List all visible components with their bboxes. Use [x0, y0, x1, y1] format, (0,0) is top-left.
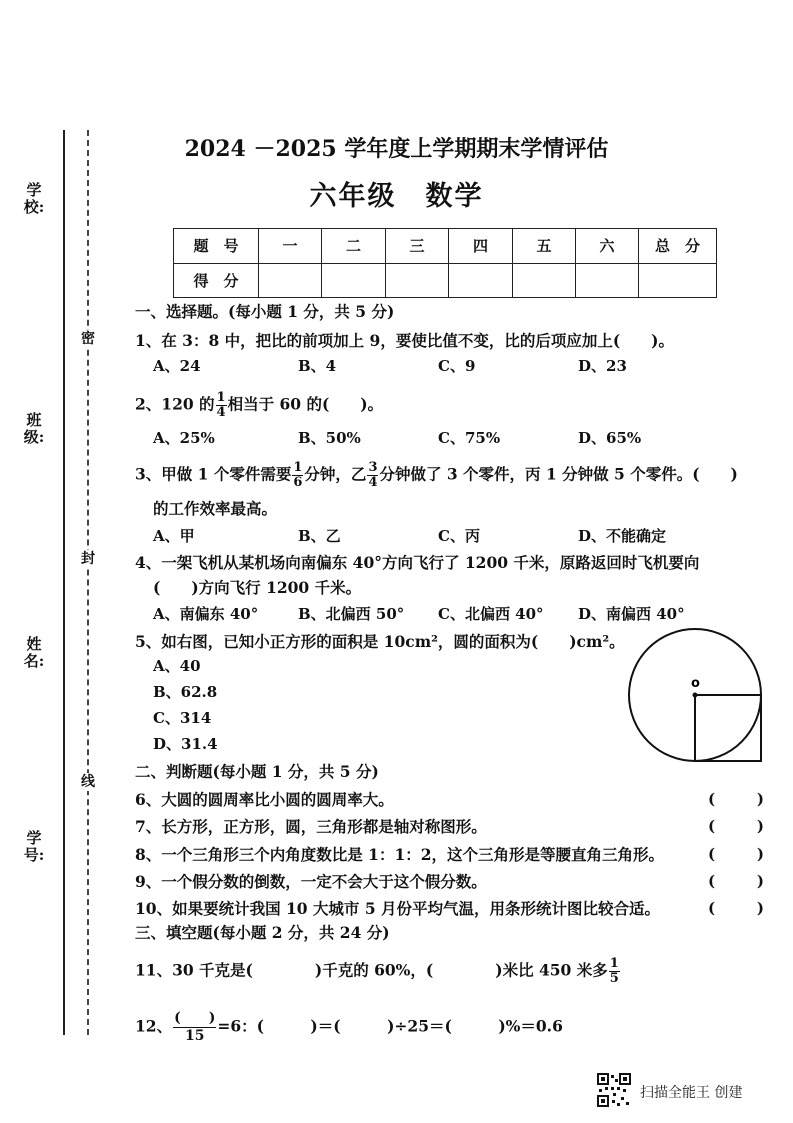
- paren-open: (: [708, 872, 716, 890]
- q3-option-a: A、甲: [153, 527, 195, 545]
- q12-prefix: 12、: [135, 1016, 173, 1036]
- q3-option-b: B、乙: [298, 527, 341, 545]
- seal-char-feng: 封: [81, 551, 95, 567]
- question-1: 1、在 3：8 中，把比的前项加上 9，要使比值不变，比的后项应加上( )。: [135, 331, 674, 350]
- table-cell: 四: [449, 229, 513, 264]
- q11-fraction: [609, 957, 620, 986]
- q5-option-d: D、31.4: [153, 735, 218, 753]
- q2-option-d: D、65%: [578, 429, 642, 447]
- score-cell[interactable]: [639, 263, 717, 298]
- score-table: [173, 228, 717, 298]
- table-cell: 题 号: [174, 229, 259, 264]
- paren-close: ): [756, 817, 764, 835]
- answer-parens[interactable]: [708, 872, 764, 890]
- seal-char-xian: 线: [81, 774, 95, 790]
- qr-code-icon: [597, 1073, 631, 1107]
- q12-text: =6：( )＝( )÷25＝( )%＝0.6: [217, 1016, 563, 1036]
- q1-option-d: D、23: [578, 357, 627, 375]
- score-cell[interactable]: [322, 263, 386, 298]
- paren-open: (: [708, 817, 716, 835]
- school-label: 学校:: [23, 181, 45, 216]
- q11-text: 11、30 千克是( )千克的 60%，( )米比 450 米多: [135, 960, 608, 980]
- q3-option-c: C、丙: [438, 527, 480, 545]
- fraction-numerator: 1: [216, 390, 226, 405]
- question-4-line2: ( )方向飞行 1200 千米。: [153, 578, 362, 597]
- paren-close: ): [756, 899, 764, 917]
- paren-open: (: [708, 899, 716, 917]
- q2-option-a: A、25%: [153, 429, 215, 447]
- answer-parens[interactable]: [708, 817, 764, 835]
- q3-part3: 分钟做了 3 个零件，丙 1 分钟做 5 个零件。( ): [379, 464, 738, 484]
- section1-heading: 一、选择题。(每小题 1 分，共 5 分): [135, 302, 395, 321]
- fraction-denominator: 4: [216, 405, 226, 420]
- class-label: 班级:: [23, 411, 45, 446]
- table-cell: 六: [576, 229, 639, 264]
- q2-option-c: C、75%: [438, 429, 501, 447]
- answer-parens[interactable]: [708, 845, 764, 863]
- fraction-numerator: 1: [609, 956, 619, 971]
- judge-item-8: 8、一个三角形三个内角度数比是 1：1：2，这个三角形是等腰直角三角形。: [135, 845, 665, 864]
- exam-subtitle: 六年级 数学: [309, 181, 484, 212]
- section3-heading: 三、填空题(每小题 2 分，共 24 分): [135, 923, 390, 942]
- q1-option-b: B、4: [298, 357, 337, 375]
- score-cell[interactable]: [259, 263, 322, 298]
- q4-option-a: A、南偏东 40°: [153, 605, 259, 623]
- seal-char-mi: 密: [81, 331, 95, 347]
- paren-close: ): [756, 872, 764, 890]
- score-cell[interactable]: [576, 263, 639, 298]
- fraction-numerator: 3: [368, 460, 378, 475]
- paren-close: ): [756, 790, 764, 808]
- judge-item-6: 6、大圆的圆周率比小圆的圆周率大。: [135, 790, 394, 809]
- judge-item-7: 7、长方形，正方形，圆，三角形都是轴对称图形。: [135, 817, 487, 836]
- table-cell: 二: [322, 229, 386, 264]
- fraction-denominator: 6: [293, 475, 303, 490]
- paren-open: (: [708, 845, 716, 863]
- table-cell: 三: [386, 229, 449, 264]
- score-cell[interactable]: [449, 263, 513, 298]
- question-3-line2: 的工作效率最高。: [153, 499, 278, 518]
- question-3: [135, 461, 738, 490]
- score-table-score-row: [174, 263, 717, 298]
- fraction-denominator: 4: [368, 475, 378, 490]
- question-12: [135, 1010, 563, 1045]
- question-2: [135, 391, 383, 420]
- fraction-numerator: 1: [293, 460, 303, 475]
- student-id-label: 学号:: [23, 829, 45, 864]
- q5-option-c: C、314: [153, 709, 212, 727]
- q3-fraction-2: [367, 461, 378, 490]
- q2-prefix: 2、120 的: [135, 394, 215, 414]
- score-table-header-row: [174, 229, 717, 264]
- scanner-watermark: 扫描全能王 创建: [640, 1085, 743, 1101]
- answer-parens[interactable]: [708, 790, 764, 808]
- paren-close: ): [756, 845, 764, 863]
- score-cell[interactable]: [513, 263, 576, 298]
- table-cell: 一: [259, 229, 322, 264]
- q4-option-d: D、南偏西 40°: [578, 605, 685, 623]
- q3-option-d: D、不能确定: [578, 527, 667, 545]
- score-cell[interactable]: [386, 263, 449, 298]
- q3-part1: 3、甲做 1 个零件需要: [135, 464, 292, 484]
- fraction-denominator: 5: [609, 971, 619, 986]
- name-label: 姓名:: [23, 635, 45, 670]
- center-point: [693, 693, 698, 698]
- q5-option-a: A、40: [153, 657, 201, 675]
- q4-option-c: C、北偏西 40°: [438, 605, 544, 623]
- q1-option-a: A、24: [153, 357, 201, 375]
- question-4: 4、一架飞机从某机场向南偏东 40°方向飞行了 1200 千米，原路返回时飞机要向: [135, 553, 700, 572]
- q2-suffix: 相当于 60 的( )。: [227, 394, 384, 414]
- q1-option-c: C、9: [438, 357, 476, 375]
- exam-title: 2024 －2025 学年度上学期期末学情评估: [184, 136, 609, 162]
- section2-heading: 二、判断题(每小题 1 分，共 5 分): [135, 762, 379, 781]
- circle-square-figure: [622, 626, 772, 766]
- q4-option-b: B、北偏西 50°: [298, 605, 405, 623]
- q3-part2: 分钟，乙: [304, 464, 367, 484]
- paren-open: (: [708, 790, 716, 808]
- q3-fraction-1: [292, 461, 303, 490]
- judge-item-9: 9、一个假分数的倒数，一定不会大于这个假分数。: [135, 872, 487, 891]
- q2-fraction: [216, 391, 227, 420]
- binding-solid-line: [63, 130, 65, 1035]
- q2-option-b: B、50%: [298, 429, 361, 447]
- question-11: [135, 957, 621, 986]
- answer-parens[interactable]: [708, 899, 764, 917]
- table-cell: 五: [513, 229, 576, 264]
- judge-item-10: 10、如果要统计我国 10 大城市 5 月份平均气温，用条形统计图比较合适。: [135, 899, 661, 918]
- q5-option-b: B、62.8: [153, 683, 218, 701]
- binding-dashed-line: [87, 130, 89, 1035]
- question-5: 5、如右图，已知小正方形的面积是 10cm²，圆的面积为( )cm²。: [135, 632, 625, 651]
- fraction-numerator: ( ): [174, 1010, 216, 1026]
- q12-fraction: [173, 1010, 216, 1045]
- table-cell: 得 分: [174, 263, 259, 298]
- center-label: o: [691, 676, 700, 691]
- fraction-denominator: 15: [184, 1028, 205, 1044]
- table-cell: 总 分: [639, 229, 717, 264]
